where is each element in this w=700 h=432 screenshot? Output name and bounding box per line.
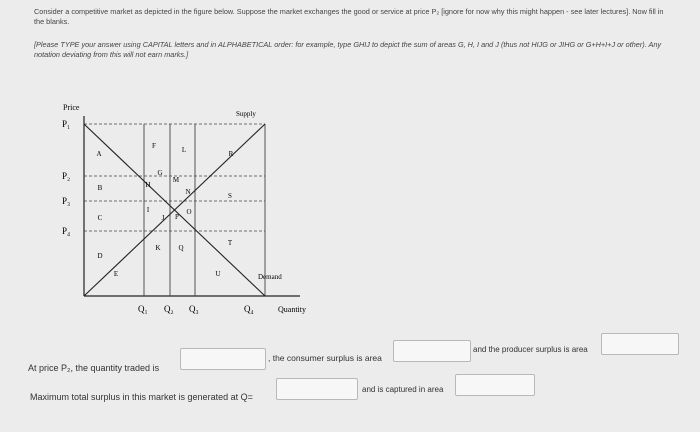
p4-label: P₄ xyxy=(62,226,71,236)
consumer-surplus-input[interactable] xyxy=(393,340,471,362)
max-surplus-q-input[interactable] xyxy=(276,378,358,400)
area-label-q: Q xyxy=(178,244,184,252)
question-intro: Consider a competitive market as depicted in the figure below. Suppose the market exchanges the good or service at price P₂ [ignore for now why this might happen - see later lectures]. Now fill in the blanks. xyxy=(34,7,664,26)
p2-label: P₂ xyxy=(62,171,71,181)
market-figure xyxy=(50,96,320,326)
area-label-u: U xyxy=(215,270,221,278)
area-label-e: E xyxy=(113,270,119,278)
captured-area-prompt: and is captured in area xyxy=(362,385,444,394)
area-label-r: R xyxy=(228,150,234,158)
p3-label: P₃ xyxy=(62,196,71,206)
area-label-k: K xyxy=(155,244,161,252)
quantity-axis-label: Quantity xyxy=(278,305,306,314)
quantity-prompt: At price P₂, the quantity traded is xyxy=(28,363,160,373)
area-label-j: J xyxy=(161,214,165,222)
area-label-h: H xyxy=(145,181,151,189)
area-label-a: A xyxy=(96,150,102,158)
area-label-c: C xyxy=(97,214,103,222)
q3-label: Q₃ xyxy=(189,304,199,314)
producer-surplus-input[interactable] xyxy=(601,333,679,355)
area-label-i: I xyxy=(146,206,150,214)
producer-surplus-prompt: and the producer surplus is area xyxy=(473,345,588,354)
question-note: [Please TYPE your answer using CAPITAL letters and in ALPHABETICAL order: for example, type GHIJ to depict the sum of areas G, H, I and J (thus not HIJG or JIHG or G+H+I+J or other). Any notation deviating from this will not earn marks.] xyxy=(34,40,662,59)
q4-label: Q₄ xyxy=(244,304,254,314)
price-axis-label: Price xyxy=(63,103,80,112)
area-label-s: S xyxy=(228,192,232,200)
supply-label: Supply xyxy=(236,110,256,118)
q2-label: Q₂ xyxy=(164,304,174,314)
area-label-g: G xyxy=(157,169,163,177)
area-label-b: B xyxy=(97,184,103,192)
area-label-f: F xyxy=(152,142,156,150)
area-label-t: T xyxy=(227,239,233,247)
area-label-p: P xyxy=(175,213,179,221)
demand-label: Demand xyxy=(258,273,282,281)
area-label-d: D xyxy=(97,252,103,260)
area-label-o: O xyxy=(186,208,192,216)
area-letters xyxy=(96,142,233,278)
consumer-surplus-prompt: , the consumer surplus is area xyxy=(268,353,382,363)
quantity-traded-input[interactable] xyxy=(180,348,266,370)
area-label-n: N xyxy=(185,188,191,196)
area-label-l: L xyxy=(181,146,187,154)
max-surplus-prompt: Maximum total surplus in this market is generated at Q= xyxy=(30,392,253,402)
captured-area-input[interactable] xyxy=(455,374,535,396)
p1-label: P₁ xyxy=(62,119,71,129)
q1-label: Q₁ xyxy=(138,304,148,314)
area-label-m: M xyxy=(172,176,180,184)
